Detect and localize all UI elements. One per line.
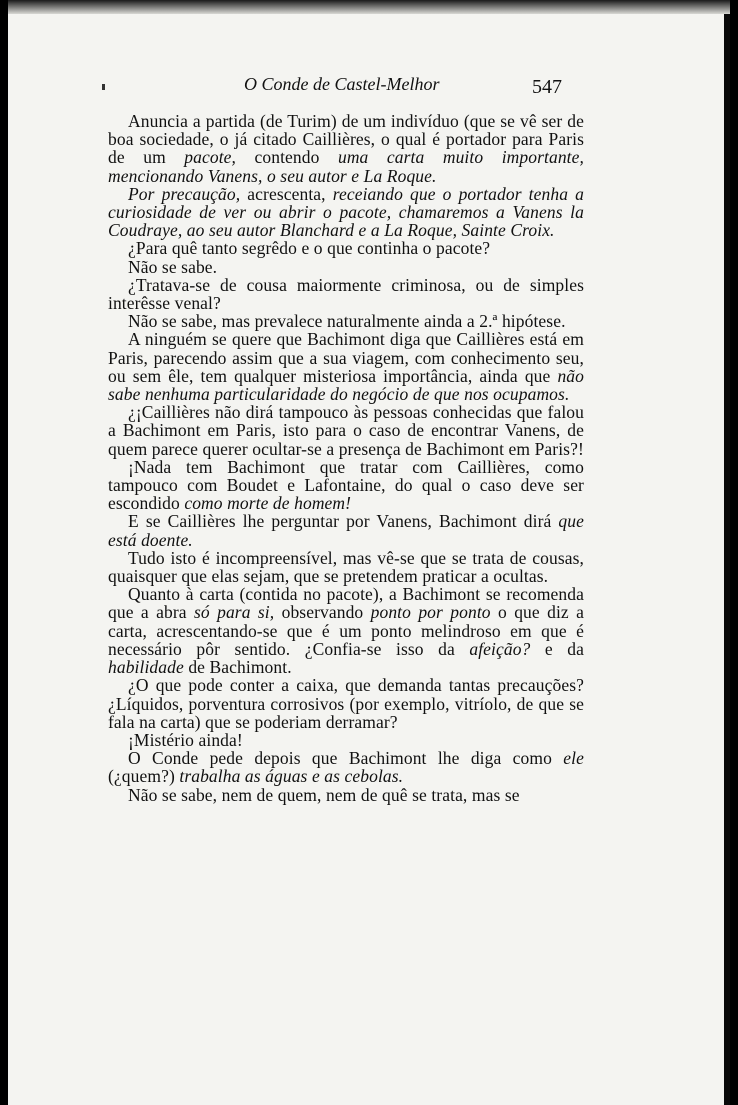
text-run: Não se sabe, nem de quem, nem de quê se trata, mas se — [128, 784, 520, 805]
paragraph — [108, 258, 584, 276]
text-run: Quanto à carta (contida no pacote), a Bachimont se recomenda que a abra — [108, 584, 584, 623]
text-run: (¿quem?) — [108, 766, 180, 787]
paragraph — [108, 112, 584, 185]
paragraph — [108, 185, 584, 240]
italic-text: receiando que o portador tenha a curiosidade de ver ou abrir o pacote, chamaremos a Vanens la Coudraye, ao seu autor Blanchard e a La Roque, Sainte Croix. — [108, 183, 584, 241]
paragraph — [108, 749, 584, 785]
italic-text: só para si, — [193, 602, 275, 623]
text-run: de Bachimont. — [183, 657, 292, 678]
italic-text: uma carta muito importante, mencionando Vanens, o seu autor e La Roque. — [108, 147, 584, 186]
body-text — [108, 112, 584, 804]
text-run: ¿O que pode conter a caixa, que demanda tantas precauções? ¿Líquidos, porventura corrosivos (por exemplo, vitríolo, de que se fala na carta) que se poderiam derramar? — [108, 675, 584, 732]
book-page — [8, 0, 730, 1105]
text-run: o que diz a carta, acrescentando-se que é um ponto melindroso em que é necessário pôr sentido. ¿Confia-se isso da — [108, 602, 584, 659]
paragraph — [108, 403, 584, 458]
text-run: contendo — [236, 147, 338, 168]
italic-text: habilidade — [108, 657, 184, 678]
running-title: O Conde de Castel-Melhor — [244, 74, 440, 94]
paragraph — [108, 276, 584, 312]
italic-text: ele — [563, 748, 584, 769]
paragraph — [108, 512, 584, 548]
page-top-edge — [8, 0, 730, 14]
italic-text: Por precaução, — [128, 183, 241, 204]
text-run: Anuncia a partida (de Turim) de um indivíduo (que se vê ser de boa sociedade, o já citado Caillières, o qual é portador para Paris de um — [108, 111, 584, 168]
text-run: ¡Nada tem Bachimont que tratar com Caillières, como tampouco com Boudet e Lafontaine, do qual o caso deve ser escondido — [108, 456, 584, 514]
text-run: ¿Tratava-se de cousa maiormente criminosa, ou de simples interêsse venal? — [108, 274, 584, 314]
text-run: Não se sabe. — [128, 256, 218, 277]
paragraph — [108, 676, 584, 731]
page-header — [8, 68, 724, 98]
text-run: A ninguém se quere que Bachimont diga que Caillières está em Paris, parecendo assim que a sua viagem, com conhecimento seu, ou sem êle, tem qualquer misteriosa importância, ainda que — [108, 329, 584, 386]
paragraph — [108, 330, 584, 403]
italic-text: não sabe nenhuma particularidade do negócio de que nos ocupamos. — [108, 365, 584, 405]
paragraph — [108, 458, 584, 513]
text-run: E se Caillières lhe perguntar por Vanens, Bachimont dirá — [128, 511, 559, 532]
text-run: O Conde pede depois que Bachimont lhe diga como — [128, 748, 564, 769]
text-run: ¿Para quê tanto segrêdo e o que continha o pacote? — [128, 238, 491, 259]
paragraph — [108, 731, 584, 749]
paragraph — [108, 585, 584, 676]
margin-mark — [102, 84, 105, 90]
text-run: ¡Mistério ainda! — [128, 729, 243, 750]
text-run: ¿¡Caillières não dirá tampouco às pessoas conhecidas que falou a Bachimont em Paris, isto para o caso de encontrar Vanens, de quem parece querer ocultar-se a presença de Bachimont em Paris?! — [108, 402, 584, 459]
italic-text: ponto por ponto — [370, 602, 491, 623]
italic-text: trabalha as águas e as cebolas. — [179, 766, 404, 787]
italic-text: afeição? — [469, 638, 531, 659]
text-run: Tudo isto é incompreensível, mas vê-se que se trata de cousas, quaisquer que elas sejam, que se pretendem praticar a ocultas. — [108, 547, 584, 587]
paragraph — [108, 786, 584, 804]
italic-text: como morte de homem! — [184, 493, 352, 514]
paragraph — [108, 312, 584, 330]
italic-text: que está doente. — [108, 511, 584, 550]
text-run: e da — [530, 638, 584, 659]
italic-text: pacote, — [184, 147, 237, 168]
page-number: 547 — [532, 76, 562, 98]
paragraph — [108, 239, 584, 257]
text-run: acrescenta, — [240, 183, 333, 204]
paragraph — [108, 549, 584, 585]
text-run: Não se sabe, mas prevalece naturalmente ainda a 2.ª hipótese. — [128, 311, 566, 332]
text-run: observando — [274, 602, 371, 623]
